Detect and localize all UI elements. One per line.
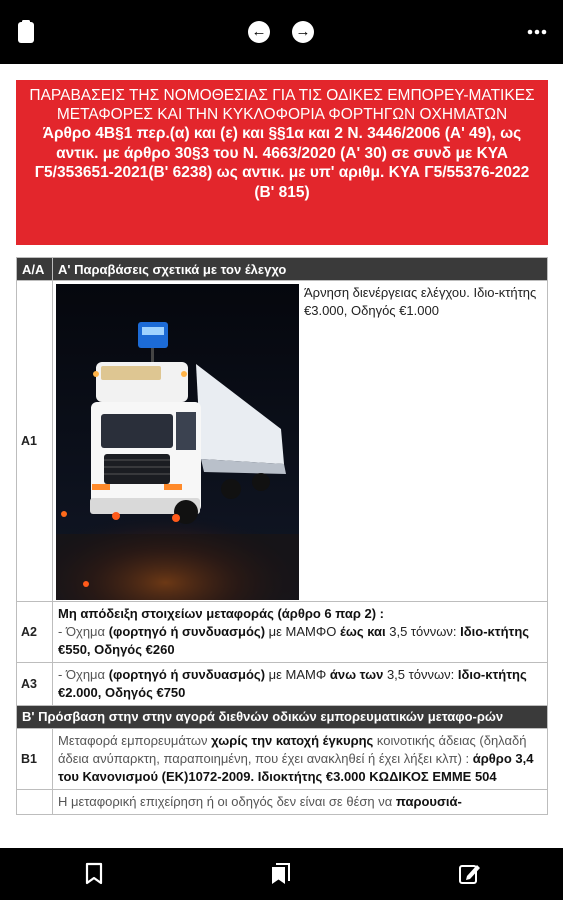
section-b-header-row (17, 706, 548, 729)
table-row (17, 602, 548, 663)
table-row (17, 790, 548, 815)
row-code: Α1 (17, 281, 53, 602)
more-vertical-icon[interactable] (523, 18, 551, 46)
section-a-title: Α' Παραβάσεις σχετικά με τον έλεγχο (53, 258, 548, 281)
document-icon[interactable] (14, 18, 38, 46)
title-banner (16, 80, 548, 245)
row-b1-text: Μεταφορά εμπορευμάτων χωρίς την κατοχή έγκυρης κοινοτικής άδειας (δηλαδή άδεια ανύπαρκτη, παραποιημένη, που έχει ανακληθεί ή έχει λήξει κλπ) : άρθρο 3,4 του Κανονισμού (ΕΚ)1072-2009. Ιδιοκτήτης €3.000 ΚΩΔΙΚΟΣ ΕΜΜΕ 504 (53, 729, 548, 790)
row-code: Α2 (17, 602, 53, 663)
bookmark-outline-icon[interactable] (84, 862, 104, 891)
truck-photo (56, 284, 299, 600)
edit-note-icon[interactable] (458, 862, 482, 891)
banner-law-reference: Άρθρο 4Β§1 περ.(α) και (ε) και §§1α και 2 Ν. 3446/2006 (Α' 49), ως αντικ. με άρθρο 30§3 του Ν. 4663/2020 (Α' 30) σε συνδ με ΚΥΑ Γ5/353651-2021(Β' 6238) ως αντικ. με υπ' αριθμ. ΚΥΑ Γ5/55376-2022 (Β' 815) (34, 125, 530, 201)
row-code: Α3 (17, 663, 53, 706)
table-row (17, 281, 548, 602)
row-a3-text: - Όχημα (φορτηγό ή συνδυασμός) με ΜΑΜΦ άνω των 3,5 τόννων: Ιδιο-κτήτης €2.000, Οδηγός €750 (53, 663, 548, 706)
table-row (17, 663, 548, 706)
document-page[interactable] (0, 64, 563, 848)
row-code (17, 790, 53, 815)
section-b-title: Β' Πρόσβαση στην στην αγορά διεθνών οδικών εμπορευματικών μεταφο-ρών (17, 706, 548, 729)
table-header-row (17, 258, 548, 281)
table-row (17, 729, 548, 790)
bottom-toolbar (0, 848, 563, 900)
row-code: Β1 (17, 729, 53, 790)
top-toolbar (0, 0, 563, 64)
previous-arrow-icon[interactable]: ← (248, 21, 270, 43)
violations-table (16, 257, 548, 815)
column-header-code: Α/Α (17, 258, 53, 281)
next-arrow-icon[interactable]: → (292, 21, 314, 43)
bookmarks-icon[interactable] (270, 862, 292, 891)
row-b2-text: Η μεταφορική επιχείρηση ή οι οδηγός δεν είναι σε θέση να παρουσιά- (53, 790, 548, 815)
banner-title: ΠΑΡΑΒΑΣΕΙΣ ΤΗΣ ΝΟΜΟΘΕΣΙΑΣ ΓΙΑ ΤΙΣ ΟΔΙΚΕΣ ΕΜΠΟΡΕΥ-ΜΑΤΙΚΕΣ ΜΕΤΑΦΟΡΕΣ ΚΑΙ ΤΗΝ ΚΥΚΛΟΦΟΡΙΑ ΦΟΡΤΗΓΩΝ ΟΧΗΜΑΤΩΝ (29, 87, 535, 123)
row-a2-text: Μη απόδειξη στοιχείων μεταφοράς (άρθρο 6 παρ 2) : - Όχημα (φορτηγό ή συνδυασμός) με ΜΑΜΦΟ έως και 3,5 τόννων: Ιδιο-κτήτης €550, Οδηγός €260 (53, 602, 548, 663)
row-a1-text: Άρνηση διενέργειας ελέγχου. Ιδιο-κτήτης €3.000, Οδηγός €1.000 (304, 285, 537, 318)
